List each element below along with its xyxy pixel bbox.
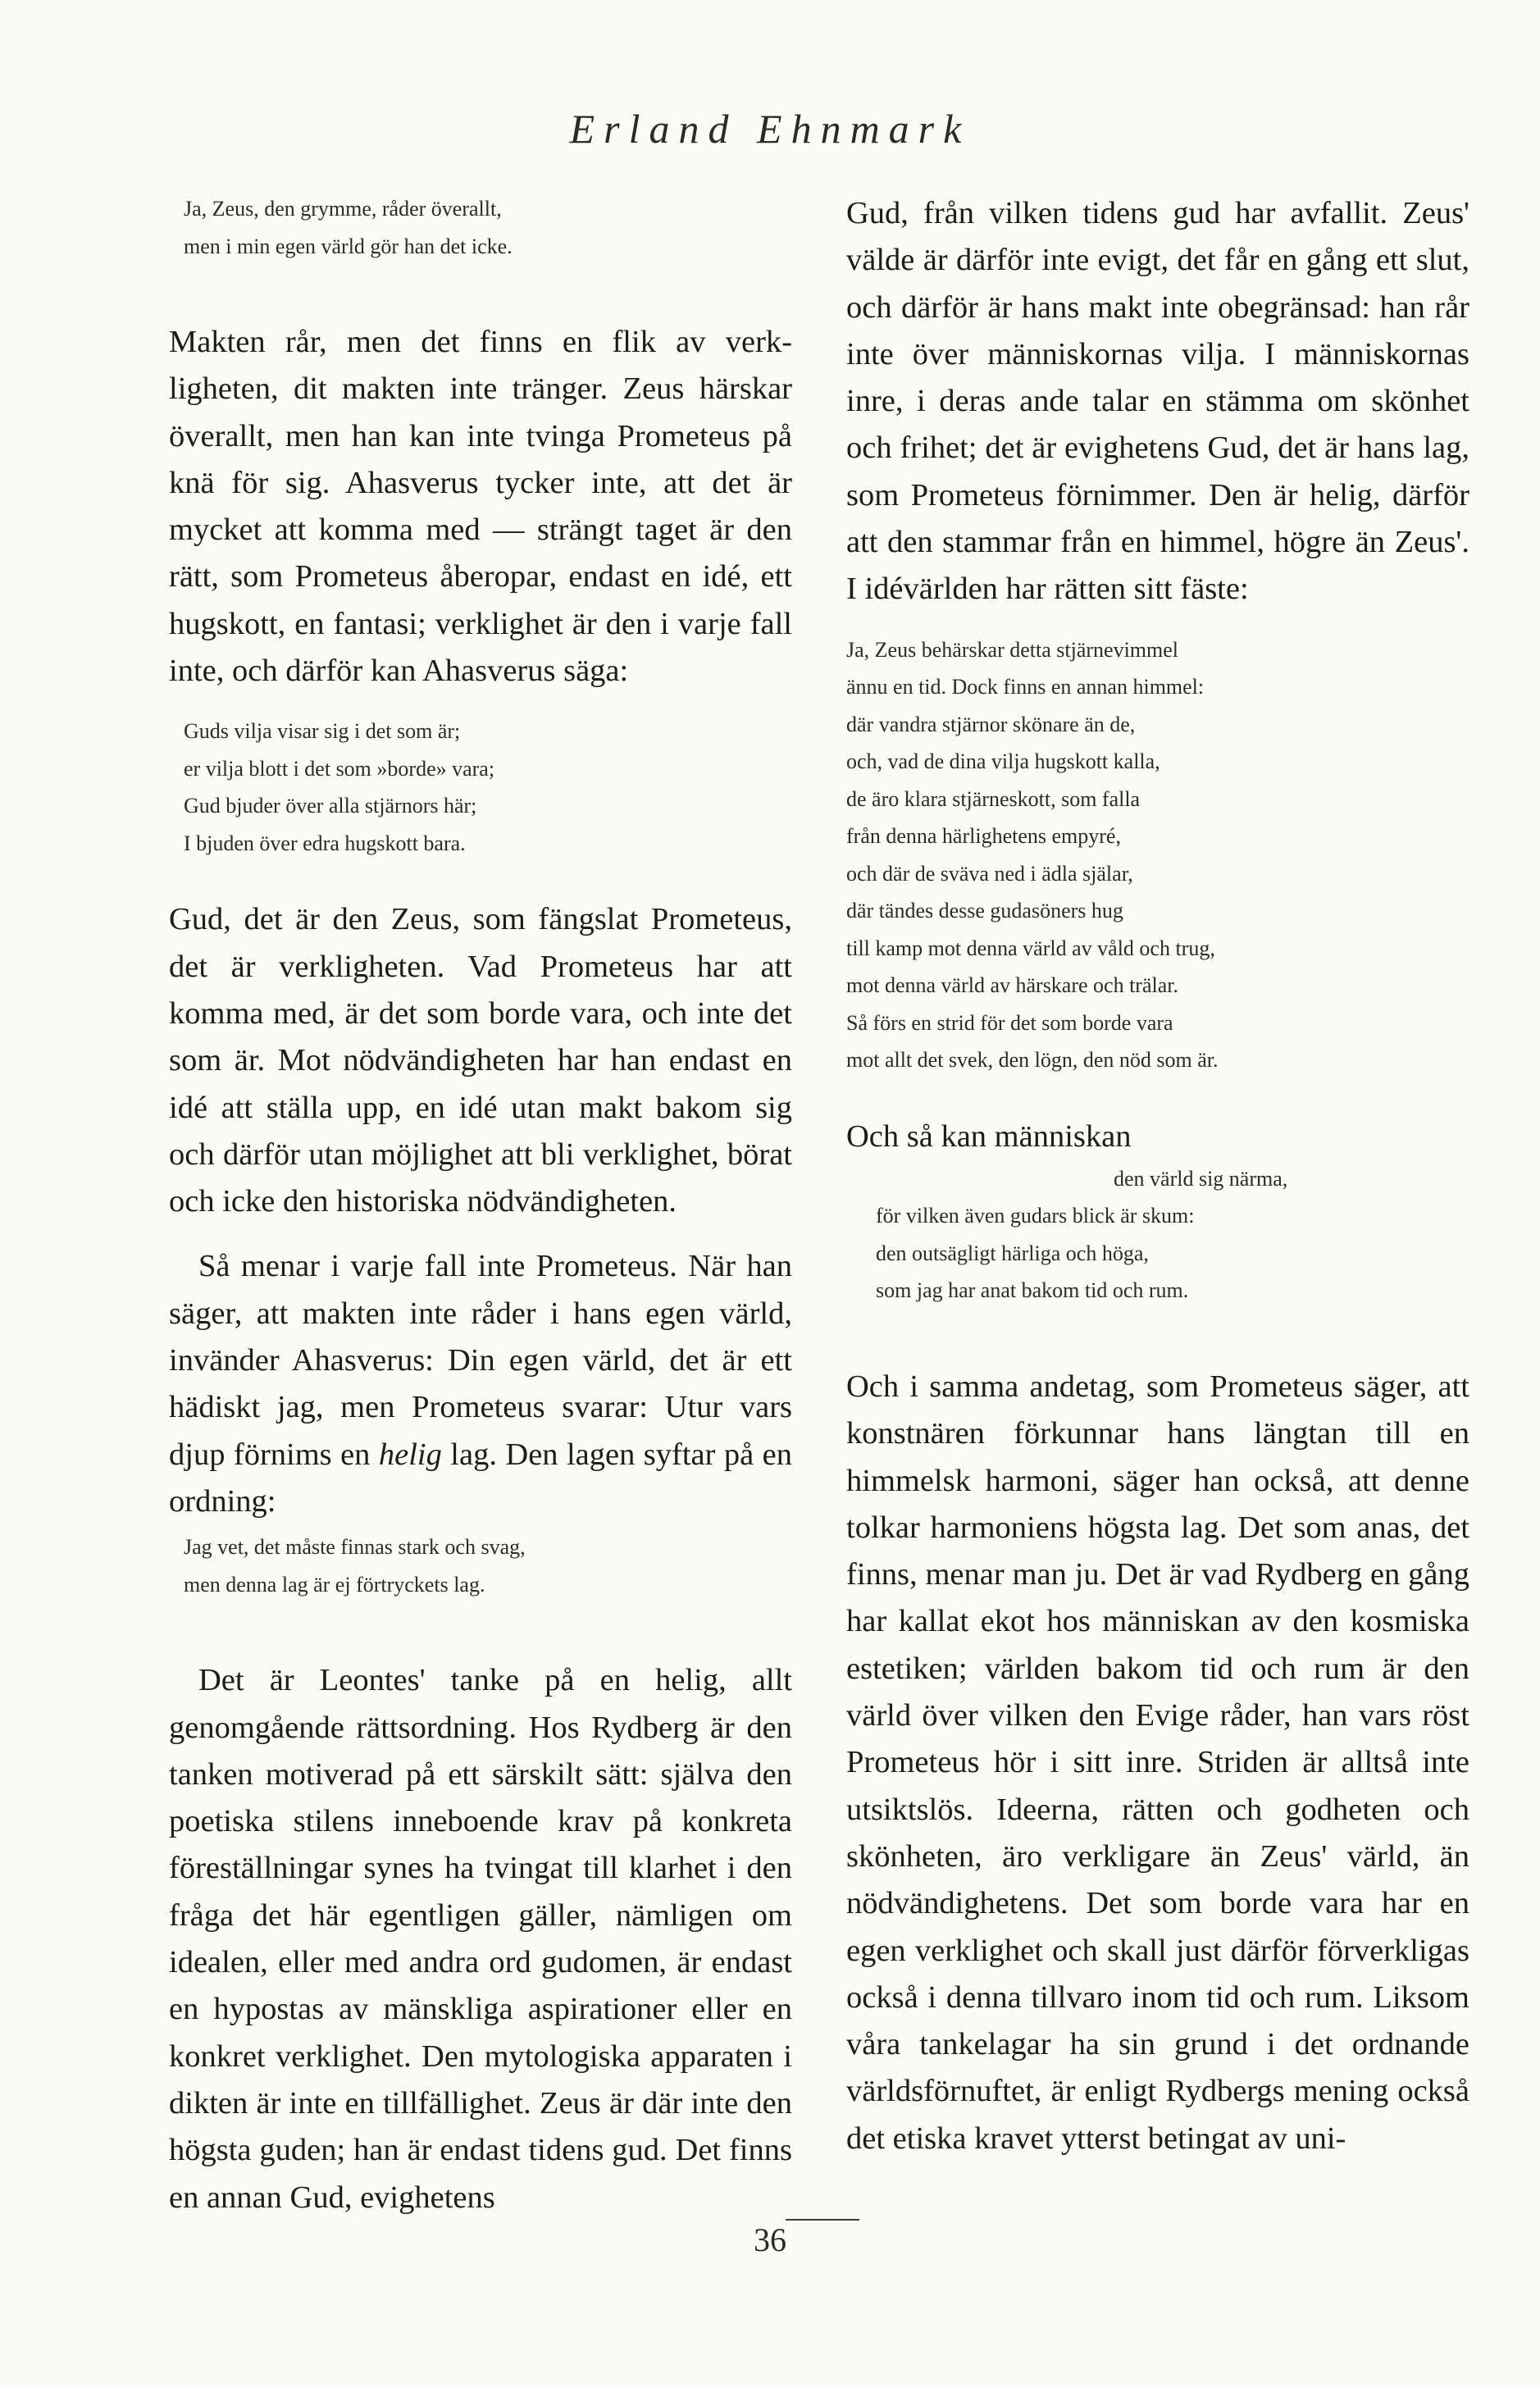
verse-line: de äro klara stjärneskott, som falla [846, 786, 1141, 811]
verse-quote-guds-vilja [169, 713, 792, 862]
verse-line: mot allt det svek, den lögn, den nöd som är. [846, 1048, 1219, 1073]
verse-line: men denna lag är ej förtryckets lag. [184, 1572, 485, 1597]
paragraph-text: lag. Den lagen syftar på en ordning: [169, 1437, 792, 1519]
verse-line: Jag vet, det måste finnas stark och svag, [184, 1535, 526, 1560]
verse-line: den värld sig närma, [1114, 1166, 1288, 1191]
paragraph-leontes: Det är Leontes' tanke på en helig, allt genomgående rättsordning. Hos Rydberg är den tanken motiverad på ett särskilt sätt: själva den poetiska stilens inneboende krav på konkreta föreställningar synes ha tvingat till klarhet i den fråga det här egentligen gäller, nämligen om idealen, eller med andra ord gudomen, är endast en hypostas av mänskliga aspirationer eller en konkret verklighet. Den mytologiska apparaten i dikten är inte en tillfällighet. Zeus är där inte den högsta guden; han är endast tidens gud. Det finns en annan Gud, evighetens [169, 1663, 792, 2215]
paragraph-gud-fran: Gud, från vilken tidens gud har avfallit. Zeus' välde är därför inte evigt, det får en gång ett slut, och därför är hans makt inte obegränsad: han rår inte över människornas vilja. I människornas inre, i deras ande talar en stämma om skönhet och frihet; det är evighetens Gud, det är hans lag, som Prometeus förnimmer. Den är helig, därför att den stammar från en himmel, högre än Zeus'. I idévärlden har rätten sitt fäste: [846, 196, 1469, 607]
verse-line: Ja, Zeus behärskar detta stjärnevimmel [846, 637, 1179, 662]
verse-line: I bjuden över edra hugskott bara. [184, 831, 466, 855]
verse-quote-zeus [169, 190, 792, 265]
paragraph-och-i-samma: Och i samma andetag, som Prometeus säger, att konstnären förkunnar hans längtan till en himmelsk harmoni, säger han också, att denne tolkar harmoniens högsta lag. Det som anas, det finns, menar man ju. Det är vad Rydberg en gång har kallat ekot hos människan av den kosmiska estetiken; världen bakom tid och rum är den värld över vilken den Evige råder, han vars röst Prometeus hör i sitt inre. Striden är alltså inte utsiktslös. Ideerna, rätten och godheten och skönheten, äro verkligare än Zeus' värld, än nödvändighetens. Det som borde vara har en egen verklighet och skall just därför förverkligas också i denna tillvaro inom tid och rum. Liksom våra tankelagar ha sin grund i det ordnande världsförnuftet, är enligt Rydbergs mening också det etiska kravet ytterst betingat av uni- [846, 1369, 1469, 2156]
verse-line: där vandra stjärnor skönare än de, [846, 712, 1136, 736]
paragraph-text: Så menar i varje fall inte Prometeus. När han säger, att makten inte råder i hans egen värld, invänder Ahasverus: Din egen värld, det är ett hädiskt jag, men Prometeus svarar: Utur vars djup förnims en [169, 1249, 792, 1472]
page-number: 36 [754, 2221, 786, 2258]
verse-line: ännu en tid. Dock finns en annan himmel: [846, 675, 1205, 699]
verse-line: Ja, Zeus, den grymme, råder överallt, [184, 197, 502, 221]
verse-line: från denna härlighetens empyré, [846, 824, 1121, 849]
verse-line: och, vad de dina vilja hugskott kalla, [846, 749, 1160, 774]
verse-line: Gud bjuder över alla stjärnors här; [184, 794, 477, 818]
verse-line: Så förs en strid för det som borde vara [846, 1010, 1173, 1035]
verse-line: där tändes desse gudasöners hug [846, 899, 1123, 923]
verse-line: till kamp mot denna värld av våld och trug, [846, 936, 1215, 960]
right-column [846, 190, 1469, 2162]
verse-quote-jag-vet [169, 1528, 792, 1603]
running-header-author: Erland Ehnmark [569, 106, 971, 152]
verse-quote-stjarnevimmel [846, 631, 1469, 1079]
left-column [169, 190, 792, 2221]
verse-line: den outsägligt härliga och höga, [876, 1241, 1149, 1265]
italic-word: helig [378, 1437, 442, 1472]
verse-line: för vilken även gudars blick är skum: [876, 1204, 1195, 1228]
verse-line: som jag har anat bakom tid och rum. [876, 1278, 1189, 1303]
paragraph-gud-zeus: Gud, det är den Zeus, som fängslat Prometeus, det är verkligheten. Vad Prometeus har att komma med, är det som borde vara, och inte det som är. Mot nödvändigheten har han endast en idé att ställa upp, en idé utan makt bakom sig och därför utan möjlighet att bli verklighet, börat och icke den historiska nödvändigheten. [169, 902, 792, 1219]
paragraph-makten: Makten rår, men det finns en flik av verkligheten, dit makten inte tränger. Zeus härskar överallt, men han kan inte tvinga Prometeus på knä för sig. Ahasverus tycker inte, att det är mycket att komma med — strängt taget är den rätt, som Prometeus åberopar, endast en idé, ett hugskott, en fantasi; verklighet är den i varje fall inte, och därför kan Ahasverus säga: [169, 325, 792, 689]
paragraph-sa-menar [169, 1243, 792, 1525]
verse-line: men i min egen värld gör han det icke. [184, 234, 513, 258]
verse-line: och där de sväva ned i ädla själar, [846, 861, 1133, 886]
verse-line: er vilja blott i det som »borde» vara; [184, 756, 495, 781]
paragraph-och-sa-kan: Och så kan människan [846, 1118, 1132, 1154]
verse-line: Guds vilja visar sig i det som är; [184, 719, 461, 744]
verse-quote-varld-sig-narma [846, 1160, 1469, 1310]
verse-line: mot denna värld av härskare och trälar. [846, 973, 1178, 998]
